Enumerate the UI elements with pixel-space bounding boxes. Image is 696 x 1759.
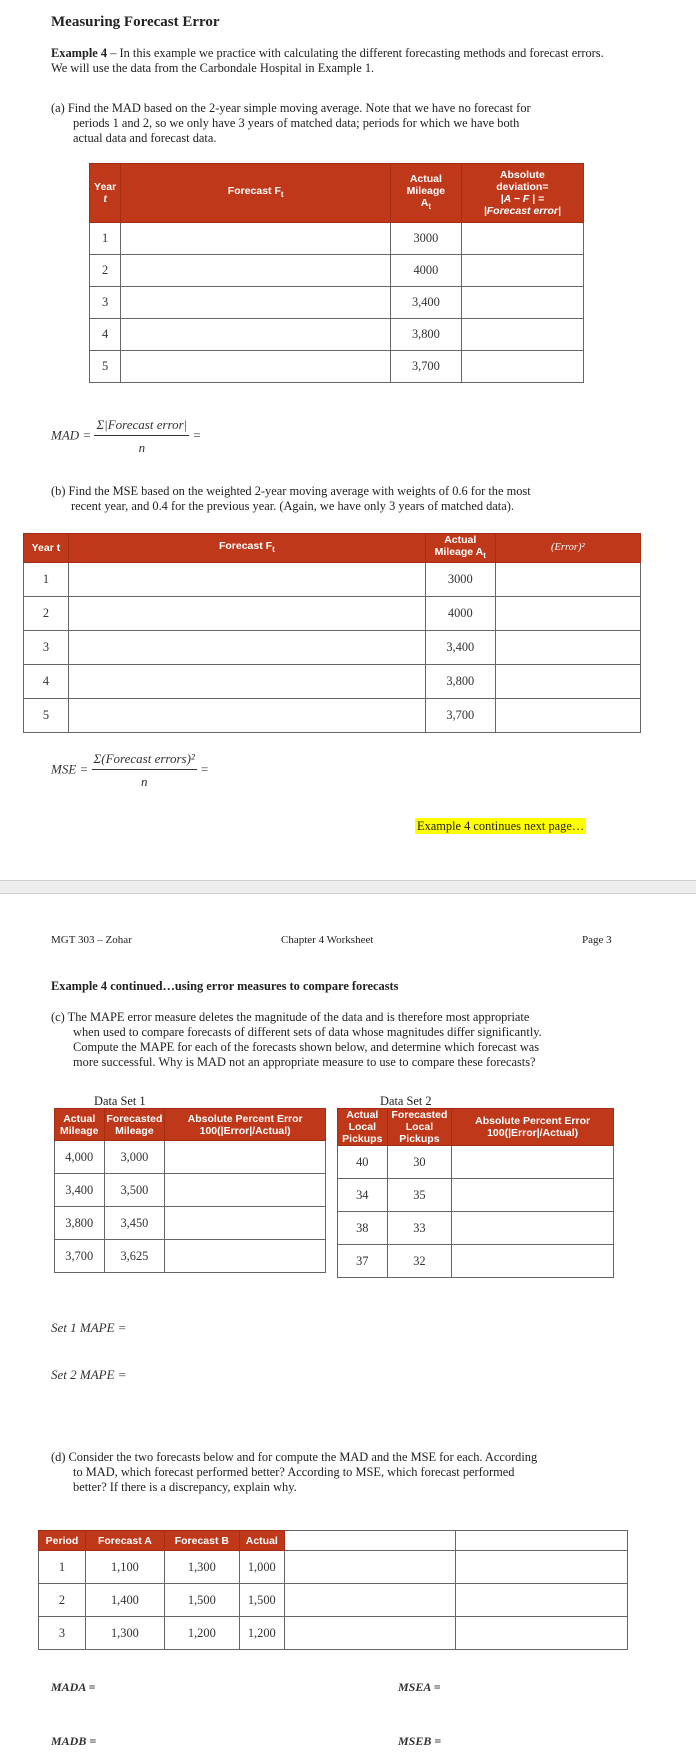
mse-numerator: Σ(Forecast errors)² [92, 751, 197, 770]
header-actual: Actual Mileage $A_t$ [425, 534, 495, 563]
forecast-cell: 30 [387, 1146, 452, 1179]
year-cell: 1 [90, 223, 121, 255]
header-year: Year t [90, 164, 121, 223]
actual-cell: 1,000 [239, 1551, 284, 1584]
actual-cell: 4,000 [55, 1141, 105, 1174]
part-c-line1: (c) The MAPE error measure deletes the magnitude of the data and is therefore most appropriate [51, 1010, 530, 1024]
error-squared-cell[interactable] [495, 563, 640, 597]
table-row [24, 631, 641, 665]
actual-cell: 37 [338, 1245, 388, 1278]
forecast-cell[interactable] [68, 597, 425, 631]
year-cell: 1 [24, 563, 69, 597]
year-cell: 4 [24, 665, 69, 699]
data-set-2-title: Data Set 2 [380, 1094, 432, 1108]
part-b-table [23, 533, 641, 733]
worksheet-page-1 [0, 0, 696, 870]
work-cell[interactable] [456, 1531, 628, 1551]
abs-deviation-cell[interactable] [461, 255, 583, 287]
table-header-row [55, 1109, 326, 1141]
header-actual-mileage: Actual Mileage [55, 1109, 105, 1141]
header-forecasted-mileage: Forecasted Mileage [104, 1109, 165, 1141]
period-cell: 3 [39, 1617, 86, 1650]
ape-cell[interactable] [452, 1146, 614, 1179]
work-cell[interactable] [284, 1584, 456, 1617]
forecast-cell: 3,000 [104, 1141, 165, 1174]
header-chapter: Chapter 4 Worksheet [281, 934, 374, 946]
page-break-divider [0, 880, 696, 894]
mse-formula-lhs: MSE = [51, 761, 89, 777]
header-error-squared: (Error)² [495, 534, 640, 563]
forecast-cell[interactable] [68, 631, 425, 665]
forecast-cell: 35 [387, 1179, 452, 1212]
part-c-line4: more successful. Why is MAD not an appropriate measure to use to compare these forecasts? [73, 1055, 536, 1069]
table-row [90, 287, 584, 319]
actual-cell: 3,800 [425, 665, 495, 699]
part-c-line2: when used to compare forecasts of different sets of data whose magnitudes differ significantly. [73, 1025, 542, 1039]
forecast-b-cell: 1,500 [164, 1584, 239, 1617]
actual-cell: 3,800 [391, 319, 462, 351]
header-period: Period [39, 1531, 86, 1551]
mse-formula-equals: = [200, 761, 209, 777]
part-a-line3: actual data and forecast data. [73, 131, 217, 145]
ape-cell[interactable] [165, 1240, 326, 1273]
error-squared-cell[interactable] [495, 631, 640, 665]
set-1-mape: Set 1 MAPE = [51, 1320, 127, 1335]
actual-cell: 3,700 [55, 1240, 105, 1273]
actual-cell: 3,400 [55, 1174, 105, 1207]
table-row [55, 1240, 326, 1273]
forecast-cell[interactable] [121, 319, 391, 351]
part-a-table [89, 163, 584, 383]
data-set-2-table [337, 1108, 614, 1278]
header-actual: Actual Mileage $A_t$ [391, 164, 462, 223]
part-d-line3: better? If there is a discrepancy, explain why. [73, 1480, 297, 1494]
part-d-line2: to MAD, which forecast performed better? According to MSE, which forecast performed [73, 1465, 515, 1479]
ape-cell[interactable] [165, 1207, 326, 1240]
mad-fraction [94, 417, 189, 456]
header-forecasted-pickups: Forecasted Local Pickups [387, 1109, 452, 1146]
abs-deviation-cell[interactable] [461, 351, 583, 383]
error-squared-cell[interactable] [495, 665, 640, 699]
table-row [90, 351, 584, 383]
page-title: Measuring Forecast Error [51, 14, 220, 30]
table-row [338, 1212, 614, 1245]
forecast-cell[interactable] [68, 699, 425, 733]
header-absolute-deviation: Absolute deviation= |A − F | = |Forecast error| [461, 164, 583, 223]
table-row [55, 1174, 326, 1207]
part-d-instructions [51, 1450, 641, 1495]
table-row [338, 1245, 614, 1278]
mse-formula [51, 751, 209, 790]
actual-cell: 3,400 [391, 287, 462, 319]
data-set-1-table [54, 1108, 326, 1273]
section-title: Example 4 continued…using error measures to compare forecasts [51, 979, 399, 993]
part-a-line1: (a) Find the MAD based on the 2-year simple moving average. Note that we have no forecast for [51, 101, 531, 115]
actual-cell: 3,700 [391, 351, 462, 383]
mse-b-label: MSEB = [398, 1734, 442, 1748]
table-row [55, 1141, 326, 1174]
period-cell: 1 [39, 1551, 86, 1584]
forecast-cell: 3,450 [104, 1207, 165, 1240]
actual-cell: 4000 [391, 255, 462, 287]
mad-formula-lhs: MAD = [51, 427, 92, 443]
header-course: MGT 303 – Zohar [51, 934, 132, 946]
example-intro-text: – In this example we practice with calculating the different forecasting methods and forecast errors. We will use the data from the Carbondale Hospital in Example 1. [51, 46, 604, 75]
header-forecast: Forecast $F_t$ [121, 164, 391, 223]
table-header-row [338, 1109, 614, 1146]
forecast-b-cell: 1,300 [164, 1551, 239, 1584]
mse-denominator: n [140, 774, 148, 789]
year-cell: 5 [24, 699, 69, 733]
mad-formula-equals: = [192, 427, 202, 443]
actual-cell: 3000 [425, 563, 495, 597]
header-actual-pickups: Actual Local Pickups [338, 1109, 388, 1146]
table-row [55, 1207, 326, 1240]
actual-cell: 3000 [391, 223, 462, 255]
part-a-instructions [51, 101, 621, 146]
part-d-line1: (d) Consider the two forecasts below and for compute the MAD and the MSE for each. According [51, 1450, 538, 1464]
year-cell: 4 [90, 319, 121, 351]
header-forecast-a: Forecast A [85, 1531, 164, 1551]
ape-cell[interactable] [452, 1179, 614, 1212]
part-c-line3: Compute the MAPE for each of the forecasts shown below, and determine which forecast was [73, 1040, 540, 1054]
table-row [24, 699, 641, 733]
actual-cell: 40 [338, 1146, 388, 1179]
table-row [90, 223, 584, 255]
forecast-cell: 3,625 [104, 1240, 165, 1273]
forecast-cell[interactable] [121, 223, 391, 255]
abs-deviation-cell[interactable] [461, 319, 583, 351]
table-row [338, 1179, 614, 1212]
mad-formula [51, 417, 201, 456]
table-row [39, 1617, 628, 1650]
forecast-a-cell: 1,400 [85, 1584, 164, 1617]
forecast-cell[interactable] [68, 665, 425, 699]
table-row [24, 563, 641, 597]
table-row [39, 1551, 628, 1584]
data-set-1-title: Data Set 1 [94, 1094, 146, 1108]
header-year: Year t [24, 534, 69, 563]
header-abs-percent-error: Absolute Percent Error 100(|Error|/Actual) [452, 1109, 614, 1146]
forecast-a-cell: 1,300 [85, 1617, 164, 1650]
forecast-cell[interactable] [121, 255, 391, 287]
actual-cell: 1,200 [239, 1617, 284, 1650]
part-b-instructions [51, 484, 631, 514]
example-label: Example 4 [51, 46, 108, 60]
period-cell: 2 [39, 1584, 86, 1617]
mad-b-label: MADB = [51, 1734, 97, 1748]
mad-a-label: MADA = [51, 1680, 96, 1694]
table-row [24, 597, 641, 631]
header-forecast: Forecast $F_t$ [68, 534, 425, 563]
set-2-mape: Set 2 MAPE = [51, 1367, 127, 1382]
forecast-cell[interactable] [68, 563, 425, 597]
abs-deviation-cell[interactable] [461, 287, 583, 319]
table-row [39, 1584, 628, 1617]
table-row [338, 1146, 614, 1179]
part-d-table [38, 1530, 628, 1650]
work-cell[interactable] [456, 1584, 628, 1617]
header-actual: Actual [239, 1531, 284, 1551]
ape-cell[interactable] [165, 1174, 326, 1207]
mse-fraction [92, 751, 197, 790]
table-row [24, 665, 641, 699]
error-squared-cell[interactable] [495, 597, 640, 631]
year-cell: 3 [90, 287, 121, 319]
example-intro [51, 46, 611, 76]
continues-note: Example 4 continues next page… [417, 819, 585, 833]
year-cell: 2 [90, 255, 121, 287]
actual-cell: 3,800 [55, 1207, 105, 1240]
forecast-cell[interactable] [121, 351, 391, 383]
forecast-cell: 32 [387, 1245, 452, 1278]
mse-a-label: MSEA = [398, 1680, 441, 1694]
table-row [90, 319, 584, 351]
part-c-instructions [51, 1010, 641, 1070]
worksheet-page-2 [0, 894, 696, 1759]
forecast-cell[interactable] [121, 287, 391, 319]
abs-deviation-cell[interactable] [461, 223, 583, 255]
year-cell: 2 [24, 597, 69, 631]
work-cell[interactable] [284, 1617, 456, 1650]
table-row [90, 255, 584, 287]
part-b-line2: recent year, and 0.4 for the previous year. (Again, we have only 3 years of matched data). [71, 499, 514, 513]
forecast-b-cell: 1,200 [164, 1617, 239, 1650]
year-cell: 3 [24, 631, 69, 665]
header-abs-percent-error: Absolute Percent Error 100(|Error|/Actual) [165, 1109, 326, 1141]
ape-cell[interactable] [452, 1212, 614, 1245]
table-header-row [39, 1531, 628, 1551]
actual-cell: 3,400 [425, 631, 495, 665]
forecast-cell: 33 [387, 1212, 452, 1245]
error-squared-cell[interactable] [495, 699, 640, 733]
mad-numerator: Σ|Forecast error| [94, 417, 189, 436]
year-cell: 5 [90, 351, 121, 383]
forecast-cell: 3,500 [104, 1174, 165, 1207]
mad-denominator: n [138, 440, 146, 455]
actual-cell: 38 [338, 1212, 388, 1245]
work-cell[interactable] [284, 1531, 456, 1551]
actual-cell: 4000 [425, 597, 495, 631]
part-b-line1: (b) Find the MSE based on the weighted 2-year moving average with weights of 0.6 for the most [51, 484, 531, 498]
actual-cell: 1,500 [239, 1584, 284, 1617]
table-header-row [90, 164, 584, 223]
actual-cell: 3,700 [425, 699, 495, 733]
header-page-number: Page 3 [582, 934, 612, 946]
work-cell[interactable] [284, 1551, 456, 1584]
ape-cell[interactable] [452, 1245, 614, 1278]
work-cell[interactable] [456, 1551, 628, 1584]
header-forecast-b: Forecast B [164, 1531, 239, 1551]
ape-cell[interactable] [165, 1141, 326, 1174]
actual-cell: 34 [338, 1179, 388, 1212]
forecast-a-cell: 1,100 [85, 1551, 164, 1584]
work-cell[interactable] [456, 1617, 628, 1650]
part-a-line2: periods 1 and 2, so we only have 3 years of matched data; periods for which we have both [73, 116, 520, 130]
table-header-row [24, 534, 641, 563]
